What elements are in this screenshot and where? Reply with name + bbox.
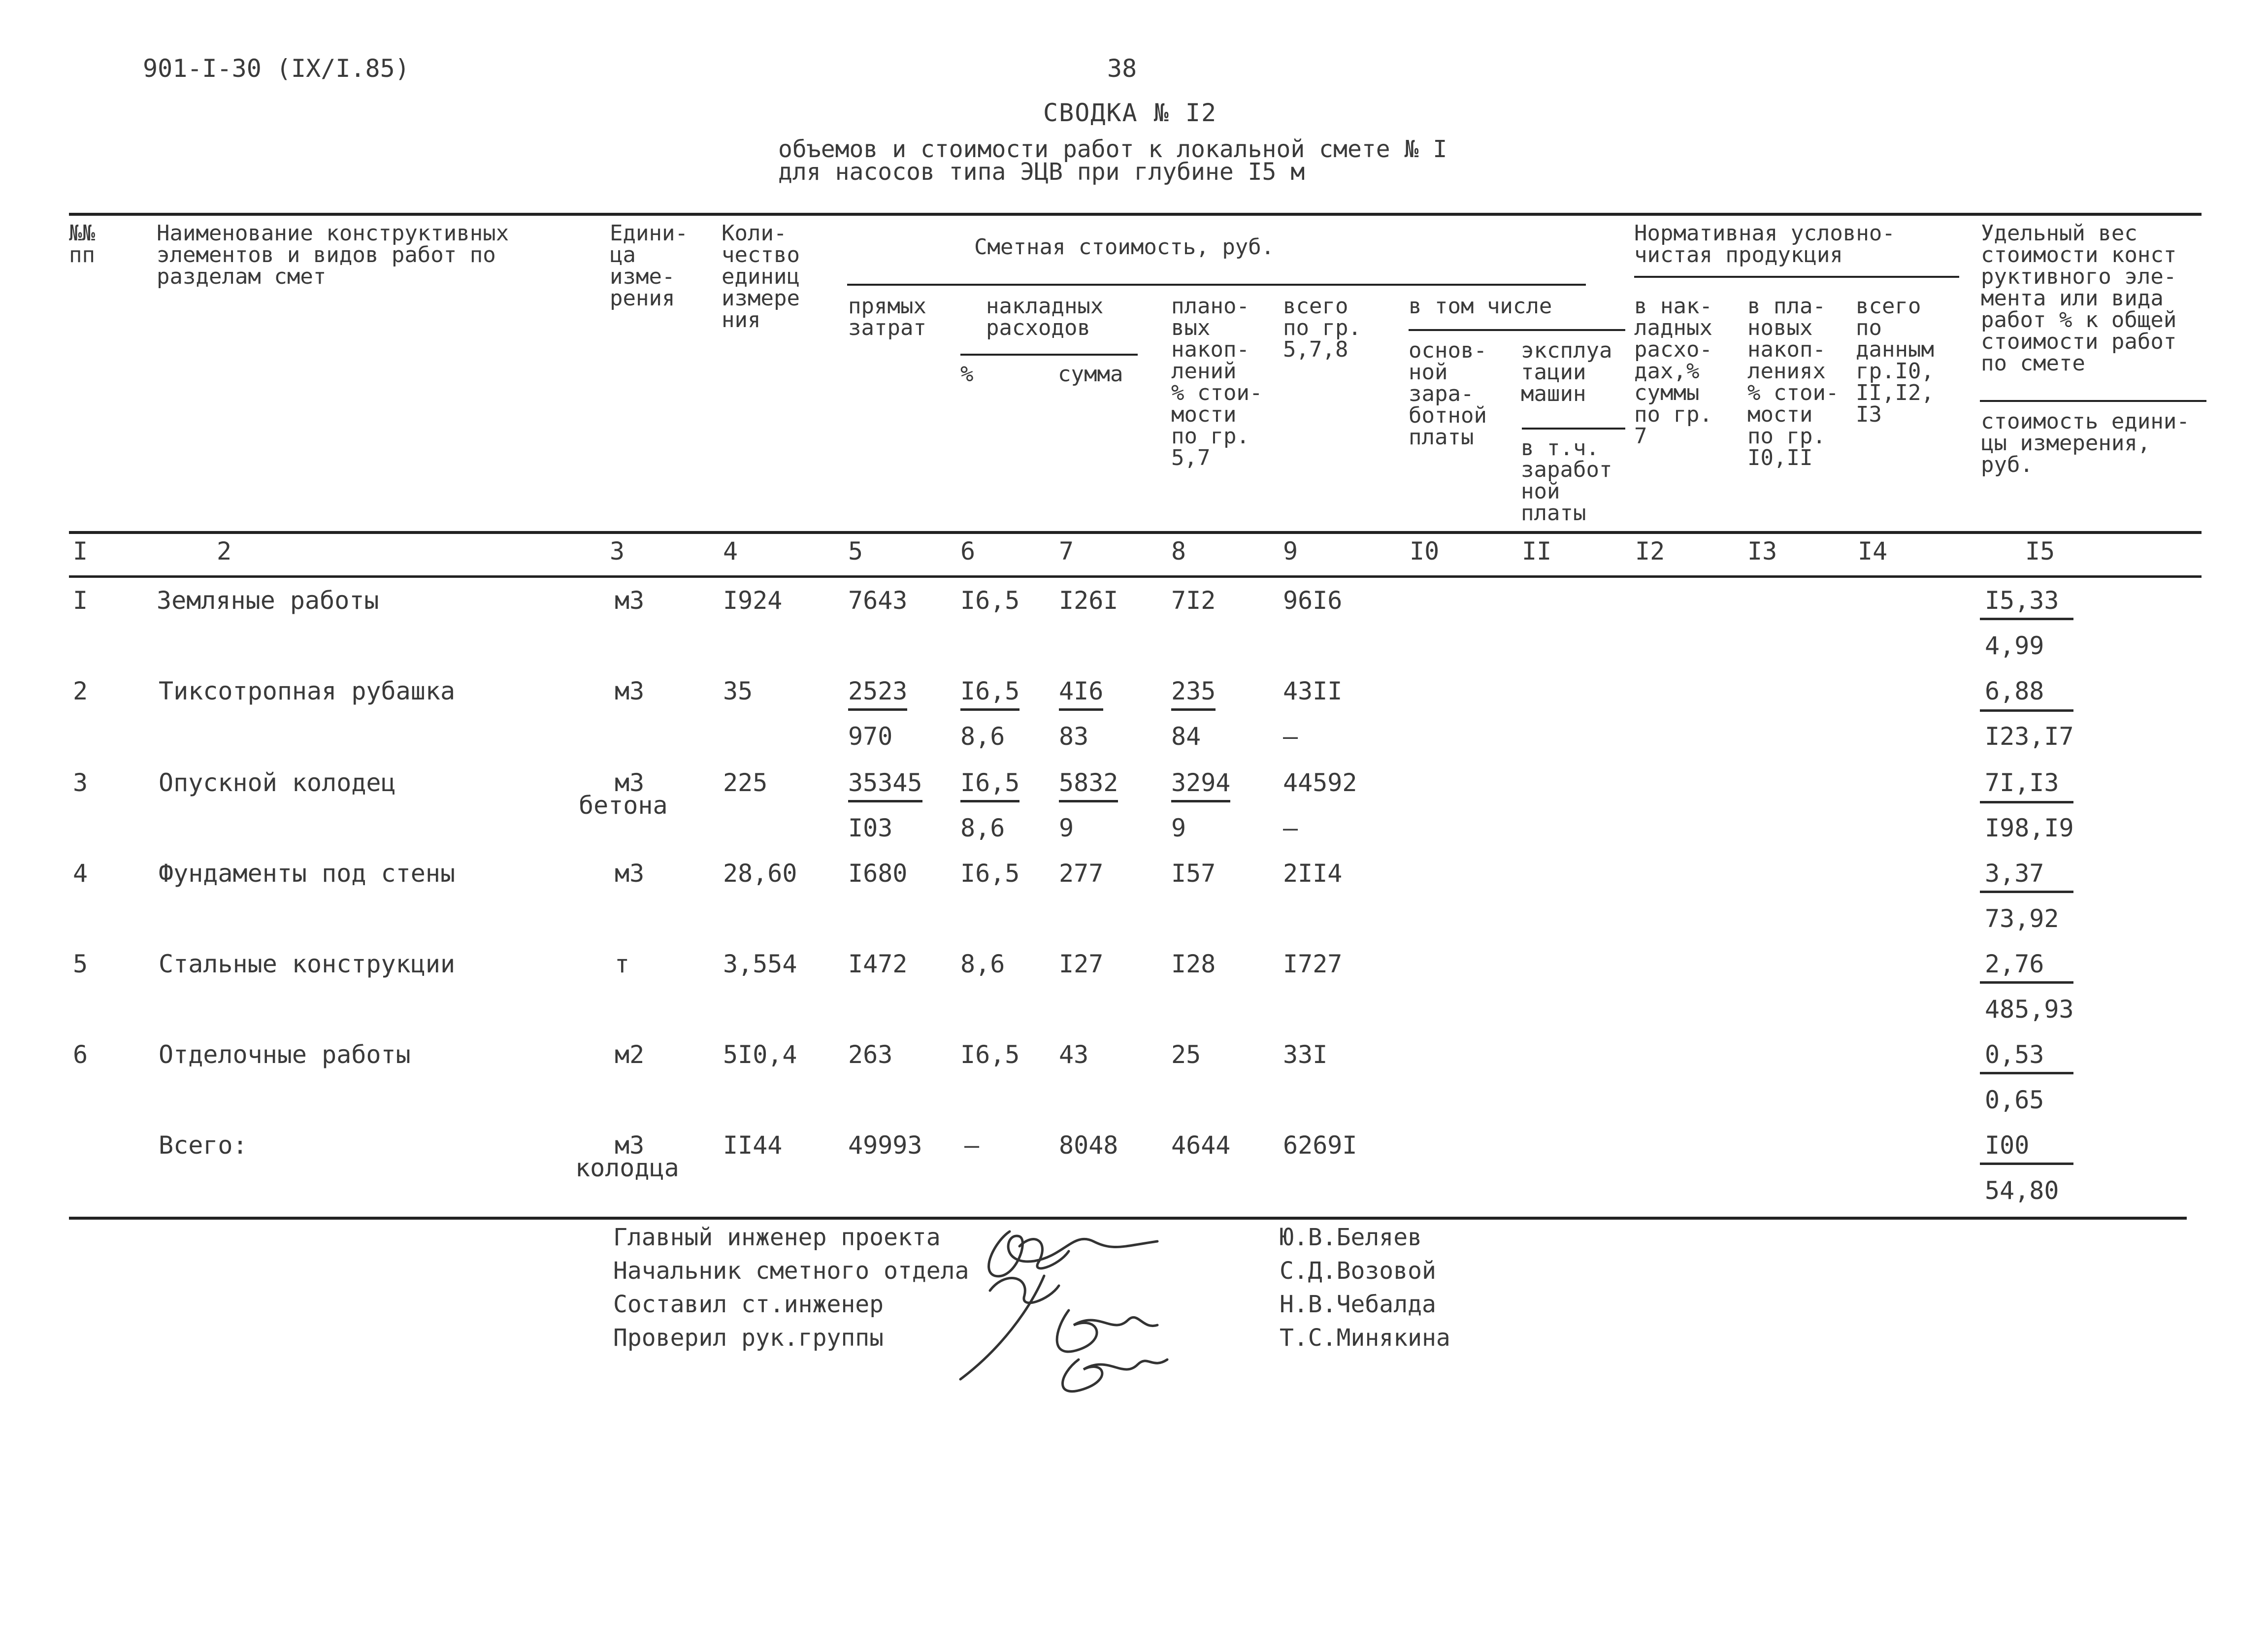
summary-subtitle xyxy=(778,135,1447,186)
overhead-sum: 4I6 xyxy=(1059,677,1103,711)
cost-group-rule xyxy=(847,284,1586,286)
quantity: 28,60 xyxy=(723,859,797,888)
share-pct: 6,88 xyxy=(1985,677,2044,705)
overhead-sum: 43 xyxy=(1059,1040,1089,1069)
unit: м2 xyxy=(615,1040,645,1069)
total-cost: 33I xyxy=(1283,1040,1328,1069)
planned-savings: 3294 xyxy=(1171,768,1230,802)
planned-savings: 4644 xyxy=(1171,1131,1231,1160)
unit-note: бетона xyxy=(579,791,668,820)
overhead-pct-wage: 8,6 xyxy=(960,814,1005,842)
overhead-sum-wage: 83 xyxy=(1059,722,1089,751)
col-number: I5 xyxy=(2025,537,2055,565)
unit: м3 xyxy=(615,586,645,615)
col-header-name: Наименование конструктивных элементов и видов работ по разделам смет xyxy=(157,221,509,289)
direct-cost: 2523 xyxy=(848,677,907,711)
table-top-rule xyxy=(69,213,2202,216)
document-code: 901-I-30 (IX/I.85) xyxy=(143,54,410,83)
overhead-sum: 5832 xyxy=(1059,768,1118,802)
share-pct: I00 xyxy=(1985,1131,2030,1160)
row-number: 6 xyxy=(73,1040,88,1069)
col-number: I0 xyxy=(1410,537,1440,565)
signatory-name: Ю.В.Беляев xyxy=(1280,1224,1422,1251)
col-number: 4 xyxy=(723,537,738,565)
col-number: 6 xyxy=(960,537,976,565)
col-header-machine-op: эксплуа тации машин xyxy=(1521,338,1612,406)
col-number: 2 xyxy=(217,537,232,565)
unit-note: колодца xyxy=(575,1154,679,1182)
work-name: Опускной колодец xyxy=(159,768,396,797)
unit-cost: 4,99 xyxy=(1985,632,2044,660)
row-number: 5 xyxy=(73,950,88,978)
planned-savings: I28 xyxy=(1171,950,1216,978)
fraction-line xyxy=(1980,709,2073,712)
col-header-norm-group: Нормативная условно- чистая продукция xyxy=(1634,221,1895,267)
unit: м3 xyxy=(615,677,645,705)
col-number: I4 xyxy=(1858,537,1888,565)
quantity: II44 xyxy=(723,1131,783,1160)
subtitle-line-2: для насосов типа ЭЦВ при глубине I5 м xyxy=(778,158,1305,186)
unit-cost: I23,I7 xyxy=(1985,722,2074,751)
unit-cost: I98,I9 xyxy=(1985,814,2074,842)
planned-savings: 7I2 xyxy=(1171,586,1216,615)
direct-cost: 35345 xyxy=(848,768,922,802)
col-number: I3 xyxy=(1747,537,1777,565)
col-header-overhead-group: накладных расходов xyxy=(986,294,1104,340)
page-number: 38 xyxy=(1107,54,1137,83)
planned-savings: 25 xyxy=(1171,1040,1201,1069)
col-header-num: №№ пп xyxy=(69,221,95,267)
unit-cost: 0,65 xyxy=(1985,1086,2044,1114)
fraction-line xyxy=(1980,1163,2073,1165)
overhead-pct: – xyxy=(964,1131,980,1160)
column-number-rule xyxy=(69,575,2202,578)
work-name: Фундаменты под стены xyxy=(159,859,456,888)
total-cost: I727 xyxy=(1283,950,1343,978)
overhead-sum: I27 xyxy=(1059,950,1104,978)
row-number: I xyxy=(73,586,88,615)
col-number: I2 xyxy=(1635,537,1665,565)
planned-savings-wage: 84 xyxy=(1171,722,1201,751)
overhead-pct-wage: 8,6 xyxy=(960,722,1005,751)
col-header-unit: Едини- ца изме- рения xyxy=(610,221,688,311)
fraction-line xyxy=(1980,891,2073,893)
total-label: Всего: xyxy=(159,1131,248,1160)
direct-cost-wage: I03 xyxy=(848,814,893,842)
total-cost-wage: – xyxy=(1283,814,1298,842)
col-header-overhead-sum: сумма xyxy=(1058,362,1123,387)
signature-role: Составил ст.инженер xyxy=(613,1291,884,1318)
col-number: 3 xyxy=(610,537,625,565)
overhead-pct: I6,5 xyxy=(960,586,1020,615)
direct-cost: I472 xyxy=(848,950,908,978)
overhead-pct: I6,5 xyxy=(960,677,1019,711)
incl-group-rule xyxy=(1409,329,1625,331)
overhead-sum: 8048 xyxy=(1059,1131,1118,1160)
work-name: Стальные конструкции xyxy=(159,950,456,978)
signatory-name: Н.В.Чебалда xyxy=(1280,1291,1436,1318)
signature-role: Проверил рук.группы xyxy=(613,1324,884,1352)
total-cost: 96I6 xyxy=(1283,586,1343,615)
col-number: 8 xyxy=(1171,537,1186,565)
quantity: I924 xyxy=(723,586,783,615)
col-header-norm-planned: в пла- новых накоп- лениях % стои- мости по гр. I0,II xyxy=(1747,294,1839,470)
norm-group-rule xyxy=(1634,276,1959,278)
summary-title: СВОДКА № I2 xyxy=(1043,99,1217,127)
machine-wage-rule xyxy=(1522,428,1625,430)
share-pct: I5,33 xyxy=(1985,586,2059,615)
direct-cost: I680 xyxy=(848,859,908,888)
unit: м3 xyxy=(615,1131,645,1160)
unit-cost: 54,80 xyxy=(1985,1176,2059,1205)
total-cost: 2II4 xyxy=(1283,859,1343,888)
header-bottom-rule xyxy=(69,531,2202,534)
signatory-name: Т.С.Минякина xyxy=(1280,1324,1450,1352)
signatory-name: С.Д.Возовой xyxy=(1280,1257,1436,1285)
handwritten-signatures xyxy=(951,1212,1295,1409)
row-number: 2 xyxy=(73,677,88,705)
work-name: Земляные работы xyxy=(157,586,379,615)
fraction-line xyxy=(1980,981,2073,984)
quantity: 35 xyxy=(723,677,753,705)
direct-cost-wage: 970 xyxy=(848,722,893,751)
col-header-unit-cost: стоимость едини- цы измерения, руб. xyxy=(1981,409,2190,477)
work-name: Отделочные работы xyxy=(159,1040,411,1069)
total-cost: 6269I xyxy=(1283,1131,1357,1160)
overhead-sum: 277 xyxy=(1059,859,1104,888)
overhead-sum-wage: 9 xyxy=(1059,814,1074,842)
unit: т xyxy=(615,950,630,978)
direct-cost: 7643 xyxy=(848,586,908,615)
overhead-sum: I26I xyxy=(1059,586,1118,615)
col-header-overhead-pct: % xyxy=(960,362,974,387)
col-header-base-wage: основ- ной зара- ботной платы xyxy=(1409,338,1487,450)
row-number: 3 xyxy=(73,768,88,797)
col-header-cost-group: Сметная стоимость, руб. xyxy=(974,234,1275,260)
share-pct: 0,53 xyxy=(1985,1040,2044,1069)
col-header-norm-total: всего по данным гр.I0, II,I2, I3 xyxy=(1856,294,1934,427)
overhead-group-rule xyxy=(960,354,1138,356)
col-number: I xyxy=(73,537,88,565)
fraction-line xyxy=(1980,618,2073,620)
direct-cost: 49993 xyxy=(848,1131,922,1160)
unit: м3 xyxy=(615,859,645,888)
col-header-planned: плано- вых накоп- лений % стои- мости по гр. 5,7 xyxy=(1171,294,1263,470)
fraction-line xyxy=(1980,801,2073,803)
share-pct: 7I,I3 xyxy=(1985,768,2059,797)
row-number: 4 xyxy=(73,859,88,888)
unit-cost: 485,93 xyxy=(1985,995,2074,1024)
planned-savings: I57 xyxy=(1171,859,1216,888)
col-header-machine-wage: в т.ч. заработ ной платы xyxy=(1521,435,1612,526)
col-header-qty: Коли- чество единиц измере ния xyxy=(722,221,800,332)
overhead-pct: I6,5 xyxy=(960,859,1020,888)
col-header-share: Удельный вес стоимости конст руктивного эле- мента или вида работ % к общей стоимости работ по смете xyxy=(1981,221,2177,376)
col-number: II xyxy=(1522,537,1552,565)
direct-cost: 263 xyxy=(848,1040,893,1069)
share-pct: 2,76 xyxy=(1985,950,2044,978)
unit-cost: 73,92 xyxy=(1985,904,2059,933)
total-cost: 43II xyxy=(1283,677,1343,705)
col-header-incl-group: в том числе xyxy=(1409,294,1552,319)
signature-role: Начальник сметного отдела xyxy=(613,1257,969,1285)
overhead-pct: 8,6 xyxy=(960,950,1005,978)
fraction-line xyxy=(1980,1072,2073,1074)
share-pct: 3,37 xyxy=(1985,859,2044,888)
total-cost-wage: – xyxy=(1283,722,1298,751)
col-header-norm-overhead: в нак- ладных расхо- дах,% суммы по гр. 7 xyxy=(1634,294,1712,449)
unit: м3 xyxy=(615,768,645,797)
col-header-total: всего по гр. 5,7,8 xyxy=(1283,294,1361,362)
total-cost: 44592 xyxy=(1283,768,1357,797)
col-number: 7 xyxy=(1059,537,1074,565)
overhead-pct: I6,5 xyxy=(960,1040,1020,1069)
quantity: 5I0,4 xyxy=(723,1040,797,1069)
quantity: 3,554 xyxy=(723,950,797,978)
work-name: Тиксотропная рубашка xyxy=(159,677,456,705)
planned-savings: 235 xyxy=(1171,677,1216,711)
col-number: 5 xyxy=(848,537,863,565)
overhead-pct: I6,5 xyxy=(960,768,1019,802)
col-header-direct: прямых затрат xyxy=(848,294,926,340)
quantity: 225 xyxy=(723,768,768,797)
planned-savings-wage: 9 xyxy=(1171,814,1186,842)
col-number: 9 xyxy=(1283,537,1298,565)
share-unit-cost-rule xyxy=(1980,400,2206,402)
subtitle-line-1: объемов и стоимости работ к локальной смете № I xyxy=(778,135,1447,163)
signature-role: Главный инженер проекта xyxy=(613,1224,941,1251)
